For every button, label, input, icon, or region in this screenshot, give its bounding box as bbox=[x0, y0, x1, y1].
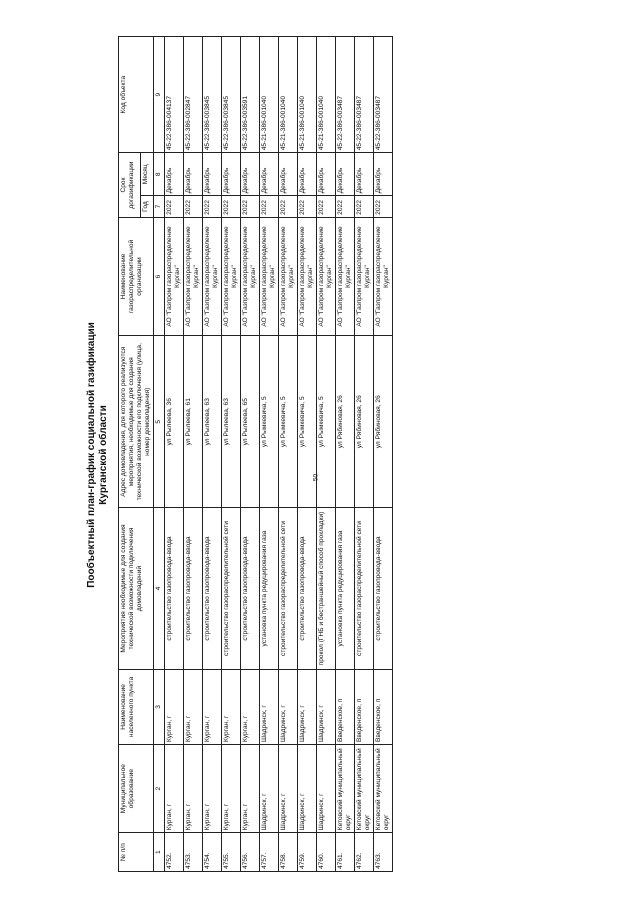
settlement-cell: Шадринск, г bbox=[298, 669, 317, 744]
row-number: 4760. bbox=[317, 833, 336, 872]
document-title-line2: Курганской области bbox=[98, 405, 109, 505]
settlement-cell: Шадринск, г bbox=[317, 669, 336, 744]
row-number: 4755. bbox=[222, 833, 241, 872]
column-number-cell: 8 bbox=[154, 153, 165, 196]
year-cell: 2022 bbox=[279, 196, 298, 218]
measure-cell: строительство газопровода-ввода bbox=[298, 508, 317, 669]
organization-cell: АО "Газпром газораспределение Курган" bbox=[317, 217, 336, 335]
year-cell: 2022 bbox=[374, 196, 393, 218]
organization-cell: АО "Газпром газораспределение Курган" bbox=[222, 217, 241, 335]
organization-cell: АО "Газпром газораспределение Курган" bbox=[165, 217, 184, 335]
object-code-cell: 45-22-386-002847 bbox=[184, 37, 203, 153]
municipality-cell: Шадринск, г bbox=[260, 745, 279, 833]
column-number-row bbox=[154, 37, 165, 872]
column-number-cell: 7 bbox=[154, 196, 165, 218]
address-cell: ул Рымкевича, 5 bbox=[260, 336, 279, 508]
organization-cell: АО "Газпром газораспределение Курган" bbox=[355, 217, 374, 335]
municipality-cell: Курган, г bbox=[203, 745, 222, 833]
measure-cell: строительство газораспределительной сети bbox=[355, 508, 374, 669]
address-cell: ул Рылеева, 63 bbox=[222, 336, 241, 508]
municipality-cell: Кетовский муниципальный округ bbox=[374, 745, 393, 833]
address-cell: ул Рымкевича, 5 bbox=[298, 336, 317, 508]
measure-cell: установка пункта редуцирования газа bbox=[336, 508, 355, 669]
month-cell: Декабрь bbox=[222, 153, 241, 196]
year-cell: 2022 bbox=[222, 196, 241, 218]
month-cell: Декабрь bbox=[260, 153, 279, 196]
year-cell: 2022 bbox=[298, 196, 317, 218]
year-cell: 2022 bbox=[336, 196, 355, 218]
table-row bbox=[184, 37, 203, 872]
municipality-cell: Шадринск, г bbox=[298, 745, 317, 833]
measure-cell: строительство газораспределительной сети bbox=[279, 508, 298, 669]
document-title-line1: Пообъектный план-график социальной газификации bbox=[86, 322, 97, 588]
row-number: 4758. bbox=[279, 833, 298, 872]
organization-cell: АО "Газпром газораспределение Курган" bbox=[279, 217, 298, 335]
municipality-cell: Курган, г bbox=[165, 745, 184, 833]
row-number: 4759. bbox=[298, 833, 317, 872]
header-year: Год bbox=[141, 196, 154, 218]
month-cell: Декабрь bbox=[165, 153, 184, 196]
object-code-cell: 45-21-386-001040 bbox=[279, 37, 298, 153]
organization-cell: АО "Газпром газораспределение Курган" bbox=[298, 217, 317, 335]
row-number: 4754. bbox=[203, 833, 222, 872]
header-organization: Наименование газораспределительной организации bbox=[119, 217, 154, 335]
municipality-cell: Кетовский муниципальный округ bbox=[336, 745, 355, 833]
object-code-cell: 45-22-386-003487 bbox=[336, 37, 355, 153]
row-number: 4757. bbox=[260, 833, 279, 872]
table-row bbox=[241, 37, 260, 872]
column-number-cell: 2 bbox=[154, 745, 165, 833]
settlement-cell: Курган, г bbox=[222, 669, 241, 744]
address-cell: ул Рылеева, 36 bbox=[165, 336, 184, 508]
measure-cell: строительство газопровода-ввода bbox=[184, 508, 203, 669]
organization-cell: АО "Газпром газораспределение Курган" bbox=[184, 217, 203, 335]
organization-cell: АО "Газпром газораспределение Курган" bbox=[260, 217, 279, 335]
header-row bbox=[119, 37, 141, 872]
rotated-page bbox=[80, 30, 580, 880]
address-cell: ул Рябиновая, 26 bbox=[336, 336, 355, 508]
column-number-cell: 9 bbox=[154, 37, 165, 153]
settlement-cell: Курган, г bbox=[241, 669, 260, 744]
table-body bbox=[165, 37, 393, 872]
measure-cell: строительство газопровода-ввода bbox=[241, 508, 260, 669]
address-cell: ул Рылеева, 65 bbox=[241, 336, 260, 508]
address-cell: ул Рылеева, 61 bbox=[184, 336, 203, 508]
object-code-cell: 45-22-386-003591 bbox=[241, 37, 260, 153]
header-object-code: Код объекта bbox=[119, 37, 154, 153]
year-cell: 2022 bbox=[317, 196, 336, 218]
municipality-cell: Курган, г bbox=[184, 745, 203, 833]
settlement-cell: Шадринск, г bbox=[260, 669, 279, 744]
table-row bbox=[260, 37, 279, 872]
table-row bbox=[298, 37, 317, 872]
municipality-cell: Курган, г bbox=[222, 745, 241, 833]
measure-cell: строительство газопровода-ввода bbox=[165, 508, 184, 669]
table-row bbox=[165, 37, 184, 872]
settlement-cell: Введенское, п bbox=[336, 669, 355, 744]
row-number: 4753. bbox=[184, 833, 203, 872]
year-cell: 2022 bbox=[241, 196, 260, 218]
year-cell: 2022 bbox=[184, 196, 203, 218]
row-number: 4761. bbox=[336, 833, 355, 872]
month-cell: Декабрь bbox=[241, 153, 260, 196]
municipality-cell: Курган, г bbox=[241, 745, 260, 833]
address-cell: ул Рябиновая, 26 bbox=[374, 336, 393, 508]
header-month: Месяц bbox=[141, 153, 154, 196]
address-cell: ул Рябиновая, 26 bbox=[355, 336, 374, 508]
column-number-cell: 4 bbox=[154, 508, 165, 669]
column-number-cell: 5 bbox=[154, 336, 165, 508]
table-row bbox=[203, 37, 222, 872]
address-cell: ул Рымкевича, 5 bbox=[279, 336, 298, 508]
year-cell: 2022 bbox=[165, 196, 184, 218]
object-code-cell: 45-22-386-003845 bbox=[222, 37, 241, 153]
table-row bbox=[317, 37, 336, 872]
object-code-cell: 45-22-386-004137 bbox=[165, 37, 184, 153]
object-code-cell: 45-22-386-003845 bbox=[203, 37, 222, 153]
header-measures: Мероприятия необходимые для создания технической возможности подключения домовладений bbox=[119, 508, 154, 669]
organization-cell: АО "Газпром газораспределение Курган" bbox=[374, 217, 393, 335]
month-cell: Декабрь bbox=[317, 153, 336, 196]
year-cell: 2022 bbox=[355, 196, 374, 218]
header-term: Срок догазификации bbox=[119, 153, 141, 218]
measure-cell: прокол (ГНБ и бестраншейный способ прокладки) bbox=[317, 508, 336, 669]
object-code-cell: 45-21-386-001040 bbox=[317, 37, 336, 153]
measure-cell: строительство газопровода-ввода bbox=[374, 508, 393, 669]
municipality-cell: Шадринск, г bbox=[317, 745, 336, 833]
object-code-cell: 45-22-386-003487 bbox=[374, 37, 393, 153]
municipality-cell: Кетовский муниципальный округ bbox=[355, 745, 374, 833]
column-number-cell: 1 bbox=[154, 833, 165, 872]
month-cell: Декабрь bbox=[298, 153, 317, 196]
table-row bbox=[374, 37, 393, 872]
header-settlement: Наименование населенного пункта bbox=[119, 669, 154, 744]
month-cell: Декабрь bbox=[184, 153, 203, 196]
month-cell: Декабрь bbox=[336, 153, 355, 196]
gasification-table bbox=[118, 36, 393, 872]
year-cell: 2022 bbox=[203, 196, 222, 218]
month-cell: Декабрь bbox=[279, 153, 298, 196]
row-number: 4762. bbox=[355, 833, 374, 872]
settlement-cell: Шадринск, г bbox=[279, 669, 298, 744]
municipality-cell: Шадринск, г bbox=[279, 745, 298, 833]
row-number: 4752. bbox=[165, 833, 184, 872]
header-address: Адрес домовладения, для которого реализуются мероприятия, необходимые для создания технической возможности его подключения (улица, номер домовладения) bbox=[119, 336, 154, 508]
settlement-cell: Курган, г bbox=[184, 669, 203, 744]
row-number: 4756. bbox=[241, 833, 260, 872]
object-code-cell: 45-21-386-001040 bbox=[260, 37, 279, 153]
object-code-cell: 45-21-386-001040 bbox=[298, 37, 317, 153]
month-cell: Декабрь bbox=[374, 153, 393, 196]
table-row bbox=[222, 37, 241, 872]
column-number-cell: 3 bbox=[154, 669, 165, 744]
row-number: 4763. bbox=[374, 833, 393, 872]
month-cell: Декабрь bbox=[203, 153, 222, 196]
measure-cell: строительство газораспределительной сети bbox=[222, 508, 241, 669]
settlement-cell: Курган, г bbox=[203, 669, 222, 744]
measure-cell: установка пункта редуцирования газа bbox=[260, 508, 279, 669]
settlement-cell: Введенское, п bbox=[374, 669, 393, 744]
organization-cell: АО "Газпром газораспределение Курган" bbox=[203, 217, 222, 335]
table-row bbox=[336, 37, 355, 872]
header-municipality: Муниципальное образование bbox=[119, 745, 154, 833]
organization-cell: АО "Газпром газораспределение Курган" bbox=[336, 217, 355, 335]
address-cell: ул Рымкевича, 5 bbox=[317, 336, 336, 508]
month-cell: Декабрь bbox=[355, 153, 374, 196]
year-cell: 2022 bbox=[260, 196, 279, 218]
table-row bbox=[355, 37, 374, 872]
page-number: 50 bbox=[312, 473, 320, 482]
column-number-cell: 6 bbox=[154, 217, 165, 335]
measure-cell: строительство газопровода-ввода bbox=[203, 508, 222, 669]
object-code-cell: 45-22-386-003487 bbox=[355, 37, 374, 153]
settlement-cell: Курган, г bbox=[165, 669, 184, 744]
settlement-cell: Введенское, п bbox=[355, 669, 374, 744]
organization-cell: АО "Газпром газораспределение Курган" bbox=[241, 217, 260, 335]
address-cell: ул Рылеева, 63 bbox=[203, 336, 222, 508]
table-row bbox=[279, 37, 298, 872]
header-number: № п/п bbox=[119, 833, 154, 872]
